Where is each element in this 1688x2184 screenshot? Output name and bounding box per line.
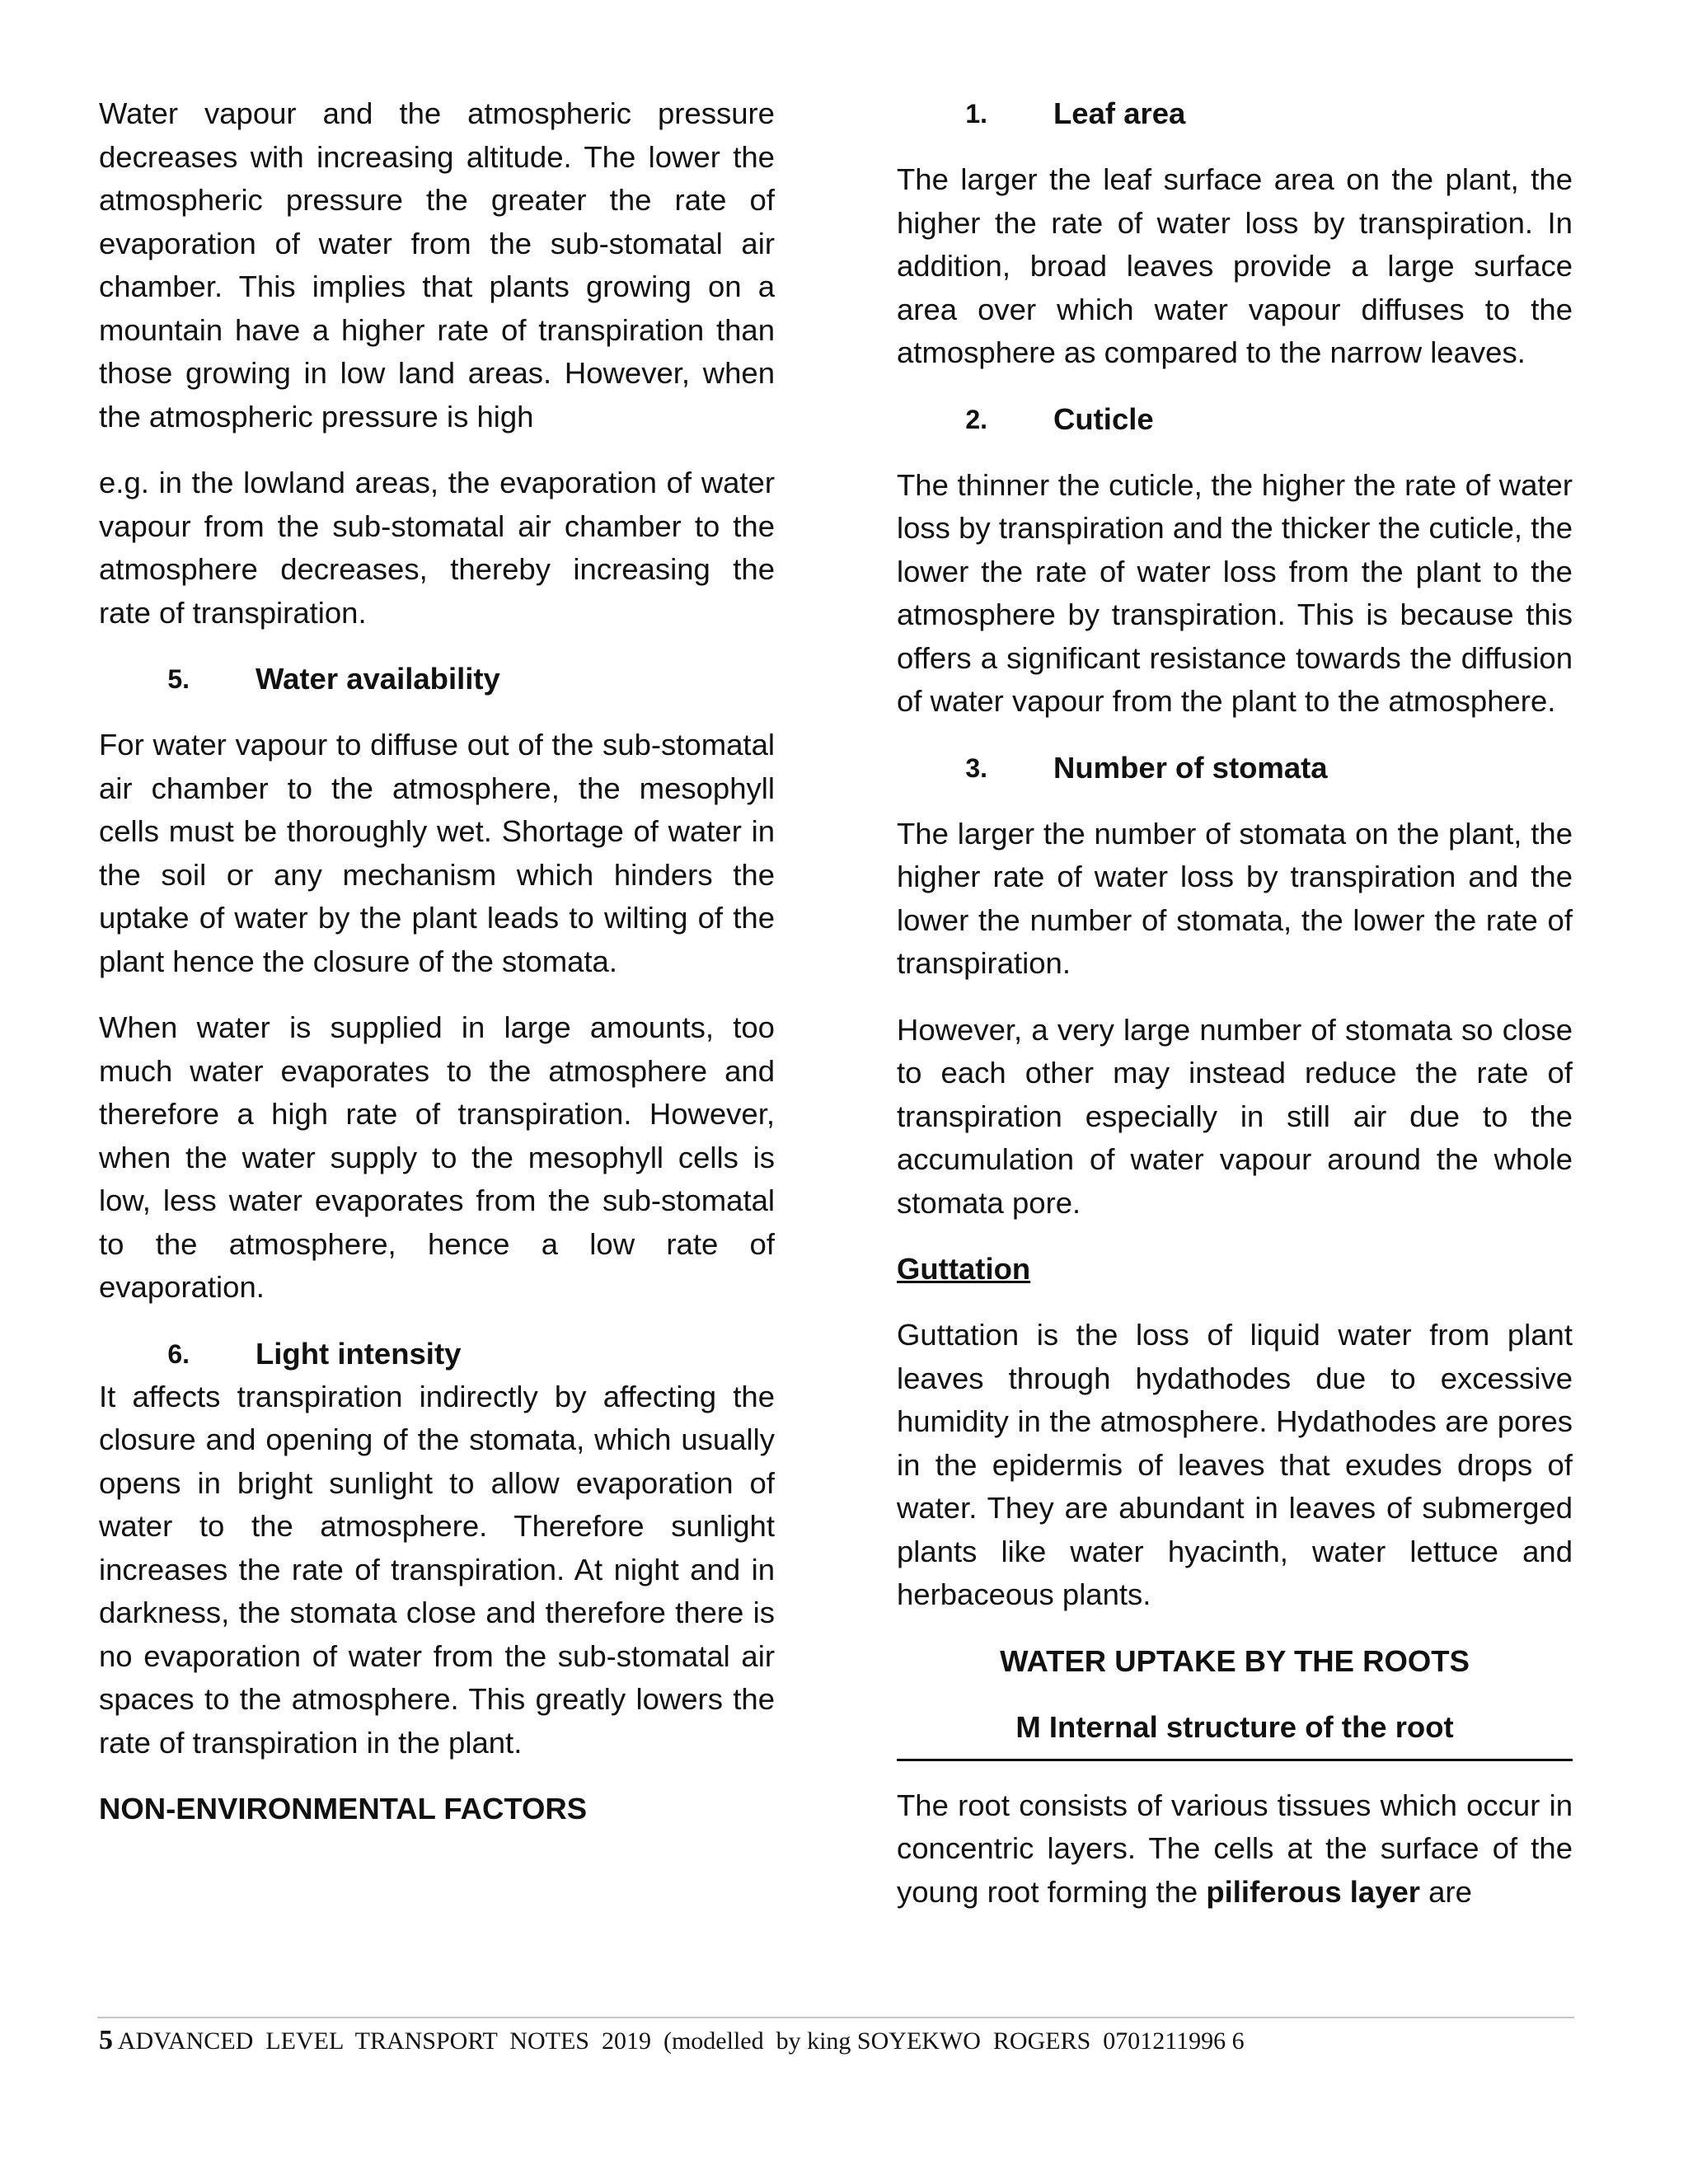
heading-guttation: Guttation [897, 1252, 1031, 1286]
heading-title: Light intensity [256, 1336, 462, 1371]
heading-light-intensity [99, 1333, 775, 1376]
heading-number: 2. [965, 404, 987, 434]
right-column [897, 92, 1573, 1937]
heading-number: 6. [167, 1338, 190, 1369]
heading-title: Water availability [256, 662, 500, 696]
heading-title: Cuticle [1053, 401, 1154, 436]
heading-number: 3. [965, 752, 987, 783]
paragraph-guttation: Guttation is the loss of liquid water from plant leaves through hydathodes due to excessive humidity in the atmosphere. Hydathodes are pores in the epidermis of leaves that exudes drops of water. They are abundant in leaves of submerged plants like water hyacinth, water lettuce and herbaceous plants. [897, 1318, 1573, 1611]
heading-number-of-stomata [897, 747, 1573, 790]
heading-title: Number of stomata [1053, 750, 1328, 785]
paragraph-stomata-number: The larger the number of stomata on the plant, the higher rate of water loss by transpiration and the lower the number of stomata, the lower the rate of transpiration. [897, 816, 1573, 980]
paragraph-water-supply: When water is supplied in large amounts, too much water evaporates to the atmosphere and therefore a high rate of transpiration. However, when the water supply to the mesophyll cells is low, less water evaporates from the sub-stomatal to the atmosphere, hence a low rate of evaporation. [99, 1010, 775, 1304]
heading-leaf-area [897, 92, 1573, 135]
paragraph-cuticle: The thinner the cuticle, the higher the rate of water loss by transpiration and the thicker the cuticle, the lower the rate of water loss from the plant to the atmosphere by transpiration. This is because this offers a significant resistance towards the diffusion of water vapour from the plant to the atmosphere. [897, 467, 1573, 718]
heading-number: 1. [965, 99, 987, 129]
left-column [99, 92, 775, 1854]
heading-number: 5. [167, 664, 190, 694]
paragraph-water-diffusion: For water vapour to diffuse out of the sub-stomatal air chamber to the atmosphere, the mesophyll cells must be thoroughly wet. Shortage of water in the soil or any mechanism which hinders the uptake of water by the plant leads to wilting of the plant hence the closure of the stomata. [99, 728, 775, 978]
root-text-end: are [1420, 1874, 1472, 1909]
root-text-start: The root consists of various tissues which occur in concentric layers. The cells at the surface of the young root forming the [897, 1788, 1573, 1909]
heading-underline-rule [897, 1759, 1573, 1761]
piliferous-layer-term: piliferous layer [1206, 1874, 1421, 1909]
page-number: 5 [99, 2025, 113, 2055]
page-footer [99, 2024, 1245, 2058]
paragraph-light: It affects transpiration indirectly by affecting the closure and opening of the stomata, which usually opens in bright sunlight to allow evaporation of water to the atmosphere. Therefore sunlight increases the rate of transpiration. At night and in darkness, the stomata close and therefore there is no evaporation of water from the sub-stomatal air spaces to the atmosphere. This greatly lowers the rate of transpiration in the plant. [99, 1379, 775, 1760]
heading-water-uptake: WATER UPTAKE BY THE ROOTS [1000, 1643, 1470, 1678]
footer-text: ADVANCED LEVEL TRANSPORT NOTES 2019 (modelled by king SOYEKWO ROGERS 0701211996 6 [113, 2027, 1245, 2055]
paragraph-lowland: e.g. in the lowland areas, the evaporation of water vapour from the sub-stomatal air chamber to the atmosphere decreases, thereby increasing the rate of transpiration. [99, 466, 775, 630]
paragraph-leaf-area: The larger the leaf surface area on the plant, the higher the rate of water loss by transpiration. In addition, broad leaves provide a large surface area over which water vapour diffuses to the atmosphere as compared to the narrow leaves. [897, 162, 1573, 369]
paragraph-pressure: Water vapour and the atmospheric pressure decreases with increasing altitude. The lower the atmospheric pressure the greater the rate of evaporation of water from the sub-stomatal air chamber. This implies that plants growing on a mountain have a higher rate of transpiration than those growing in low land areas. However, when the atmospheric pressure is high [99, 96, 775, 434]
paragraph-root-tissues [897, 1784, 1573, 1915]
heading-title: Leaf area [1053, 96, 1186, 130]
heading-internal-structure: M Internal structure of the root [1015, 1709, 1454, 1744]
heading-water-availability [99, 658, 775, 701]
footer-divider [97, 2017, 1574, 2018]
paragraph-stomata-crowding: However, a very large number of stomata so close to each other may instead reduce the rate of transpiration especially in still air due to the accumulation of water vapour around the whole stomata pore. [897, 1012, 1573, 1220]
heading-non-environmental: NON-ENVIRONMENTAL FACTORS [99, 1792, 588, 1825]
heading-cuticle [897, 398, 1573, 441]
